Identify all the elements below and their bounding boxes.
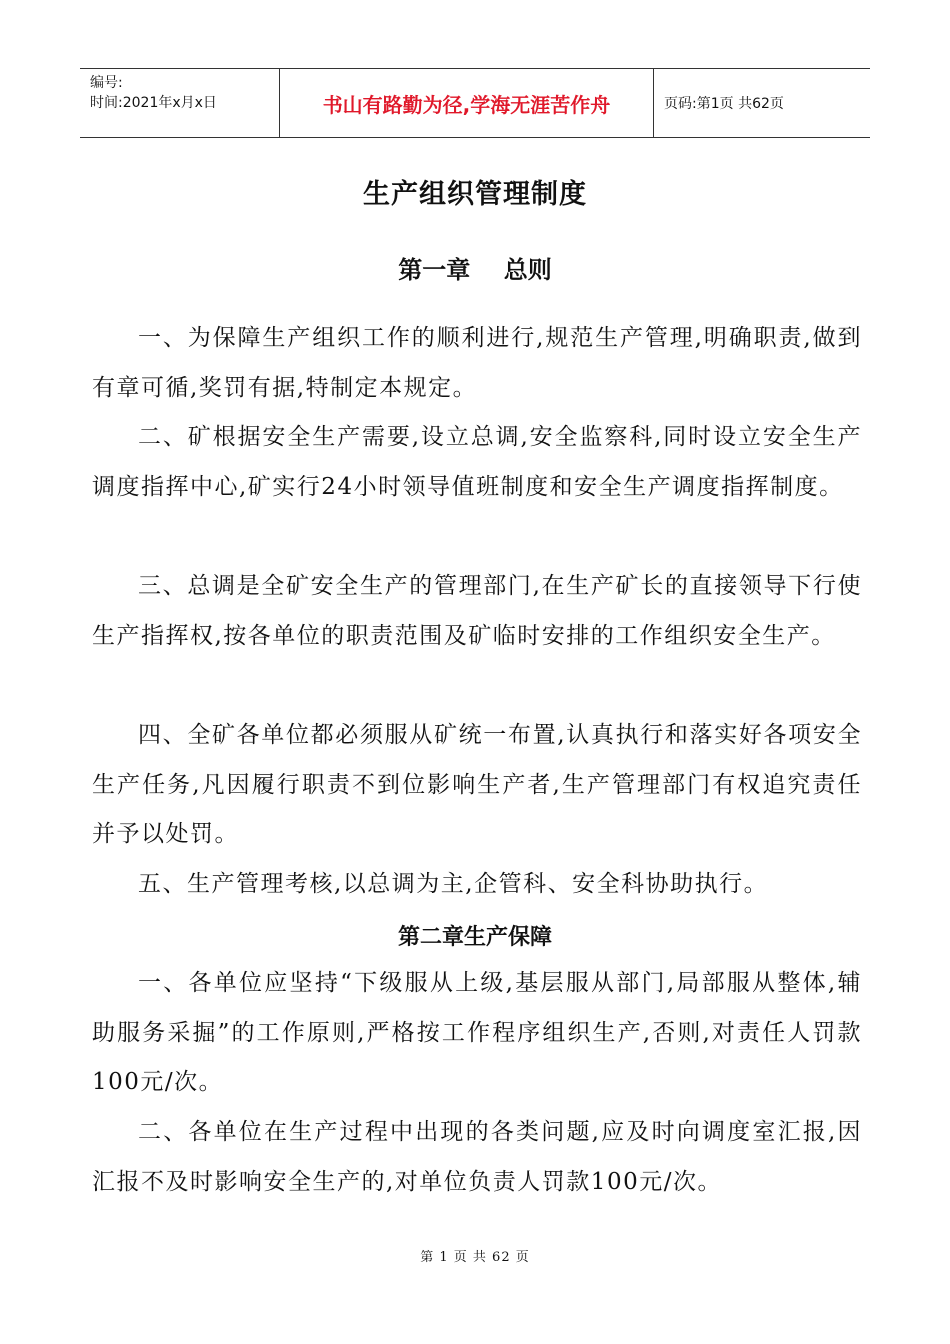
paragraph: 一、为保障生产组织工作的顺利进行,规范生产管理,明确职责,做到有章可循,奖罚有据,特制定本规定。 [92,325,862,401]
paragraph: 二、矿根据安全生产需要,设立总调,安全监察科,同时设立安全生产调度指挥中心,矿实行24小时领导值班制度和安全生产调度指挥制度。 [92,424,862,500]
chapter-1-title: 第一章 总则 [398,256,552,284]
header-meta-cell [80,69,280,137]
paragraph: 二、各单位在生产过程中出现的各类问题,应及时向调度室汇报,因汇报不及时影响安全生产的,对单位负责人罚款100元/次。 [92,1119,862,1195]
chapter-2-title: 第二章生产保障 [397,925,552,950]
paragraph: 三、总调是全矿安全生产的管理部门,在生产矿长的直接领导下行使生产指挥权,按各单位的职责范围及矿临时安排的工作组织安全生产。 [92,573,862,649]
time-label: 时间:2021年x月x日 [90,95,217,111]
paragraph: 一、各单位应坚持“下级服从上级,基层服从部门,局部服从整体,辅助服务采掘”的工作原则,严格按工作程序组织生产,否则,对责任人罚款100元/次。 [92,970,862,1095]
paragraph: 四、全矿各单位都必须服从矿统一布置,认真执行和落实好各项安全生产任务,凡因履行职责不到位影响生产者,生产管理部门有权追究责任并予以处罚。 [92,722,862,847]
page-footer: 第 1 页 共 62 页 [420,1250,530,1265]
page-info: 页码:第1页 共62页 [664,96,784,112]
motto: 书山有路勤为径,学海无涯苦作舟 [280,69,654,137]
document-header [80,68,870,138]
paragraph: 五、生产管理考核,以总调为主,企管科、安全科协助执行。 [138,871,769,897]
document-title: 生产组织管理制度 [363,179,587,210]
number-label: 编号: [90,75,123,91]
